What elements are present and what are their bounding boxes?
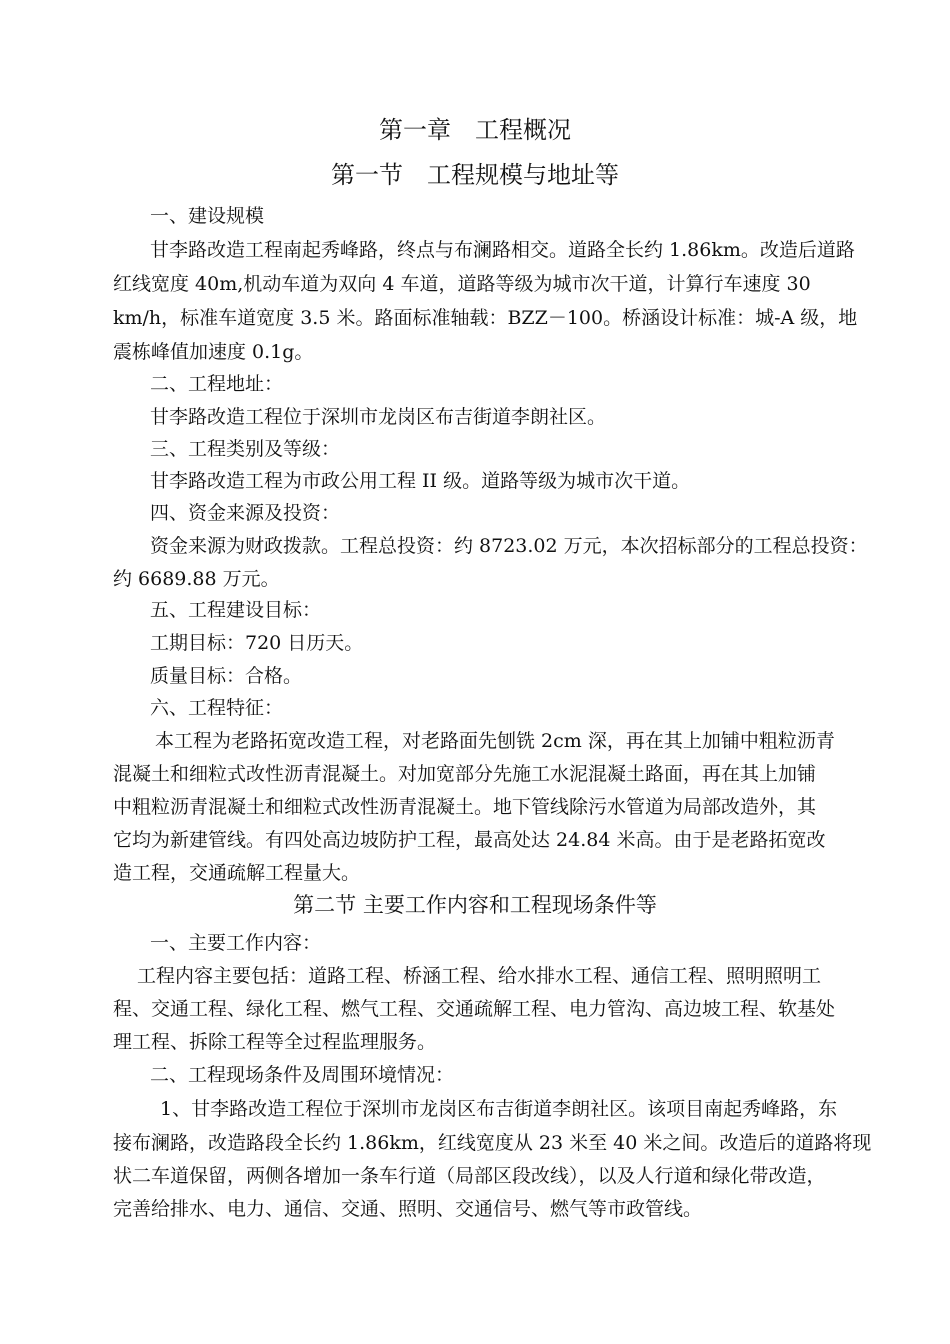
goals-heading: 五、工程建设目标： [150, 599, 322, 621]
address-heading: 二、工程地址： [150, 373, 284, 395]
features-line-4: 它均为新建管线。有四处高边坡防护工程，最高处达 24.84 米高。由于是老路拓宽改 [113, 829, 826, 851]
quality-goal: 质量目标：合格。 [150, 665, 303, 687]
section-1-title: 第一节 工程规模与地址等 [331, 161, 619, 189]
section-2-title: 第二节 主要工作内容和工程现场条件等 [293, 893, 657, 917]
construction-scale-heading: 一、建设规模 [150, 205, 265, 227]
features-line-3: 中粗粒沥青混凝土和细粒式改性沥青混凝土。地下管线除污水管道为局部改造外，其 [113, 796, 817, 818]
construction-scale-line-4: 震栋峰值加速度 0.1g。 [113, 341, 314, 363]
construction-scale-line-2: 红线宽度 40m,机动车道为双向 4 车道，道路等级为城市次干道，计算行车速度 30 [113, 273, 811, 295]
chapter-title: 第一章 工程概况 [379, 116, 571, 144]
work-content-line-1: 工程内容主要包括：道路工程、桥涵工程、给水排水工程、通信工程、照明照明工 [137, 965, 822, 987]
category-heading: 三、工程类别及等级： [150, 438, 341, 460]
site-conditions-heading: 二、工程现场条件及周围环境情况： [150, 1064, 455, 1086]
construction-scale-line-1: 甘李路改造工程南起秀峰路，终点与布澜路相交。道路全长约 1.86km。改造后道路 [150, 239, 855, 261]
features-heading: 六、工程特征： [150, 697, 284, 719]
funding-line-2: 约 6689.88 万元。 [113, 568, 280, 590]
work-content-heading: 一、主要工作内容： [150, 932, 322, 954]
features-line-2: 混凝土和细粒式改性沥青混凝土。对加宽部分先施工水泥混凝土路面，再在其上加铺 [113, 763, 817, 785]
construction-scale-line-3: km/h，标准车道宽度 3.5 米。路面标准轴载：BZZ－100。桥涵设计标准：城-A 级，地 [113, 307, 858, 329]
work-content-line-2: 程、交通工程、绿化工程、燃气工程、交通疏解工程、电力管沟、高边坡工程、软基处 [113, 998, 836, 1020]
site-conditions-line-1: 1、甘李路改造工程位于深圳市龙岗区布吉街道李朗社区。该项目南起秀峰路，东 [160, 1098, 838, 1120]
schedule-goal: 工期目标：720 日历天。 [150, 632, 364, 654]
address-text: 甘李路改造工程位于深圳市龙岗区布吉街道李朗社区。 [150, 406, 607, 428]
funding-line-1: 资金来源为财政拨款。工程总投资：约 8723.02 万元，本次招标部分的工程总投资： [150, 535, 868, 557]
site-conditions-line-4: 完善给排水、电力、通信、交通、照明、交通信号、燃气等市政管线。 [113, 1198, 703, 1220]
site-conditions-line-3: 状二车道保留，两侧各增加一条车行道（局部区段改线），以及人行道和绿化带改造， [113, 1165, 826, 1187]
features-line-5: 造工程，交通疏解工程量大。 [113, 862, 361, 884]
features-line-1: 本工程为老路拓宽改造工程，对老路面先刨铣 2cm 深，再在其上加铺中粗粒沥青 [155, 730, 835, 752]
category-text: 甘李路改造工程为市政公用工程 II 级。道路等级为城市次干道。 [150, 470, 691, 492]
funding-heading: 四、资金来源及投资： [150, 502, 341, 524]
work-content-line-3: 理工程、拆除工程等全过程监理服务。 [113, 1031, 437, 1053]
site-conditions-line-2: 接布澜路，改造路段全长约 1.86km，红线宽度从 23 米至 40 米之间。改造后的道路将现 [113, 1132, 872, 1154]
